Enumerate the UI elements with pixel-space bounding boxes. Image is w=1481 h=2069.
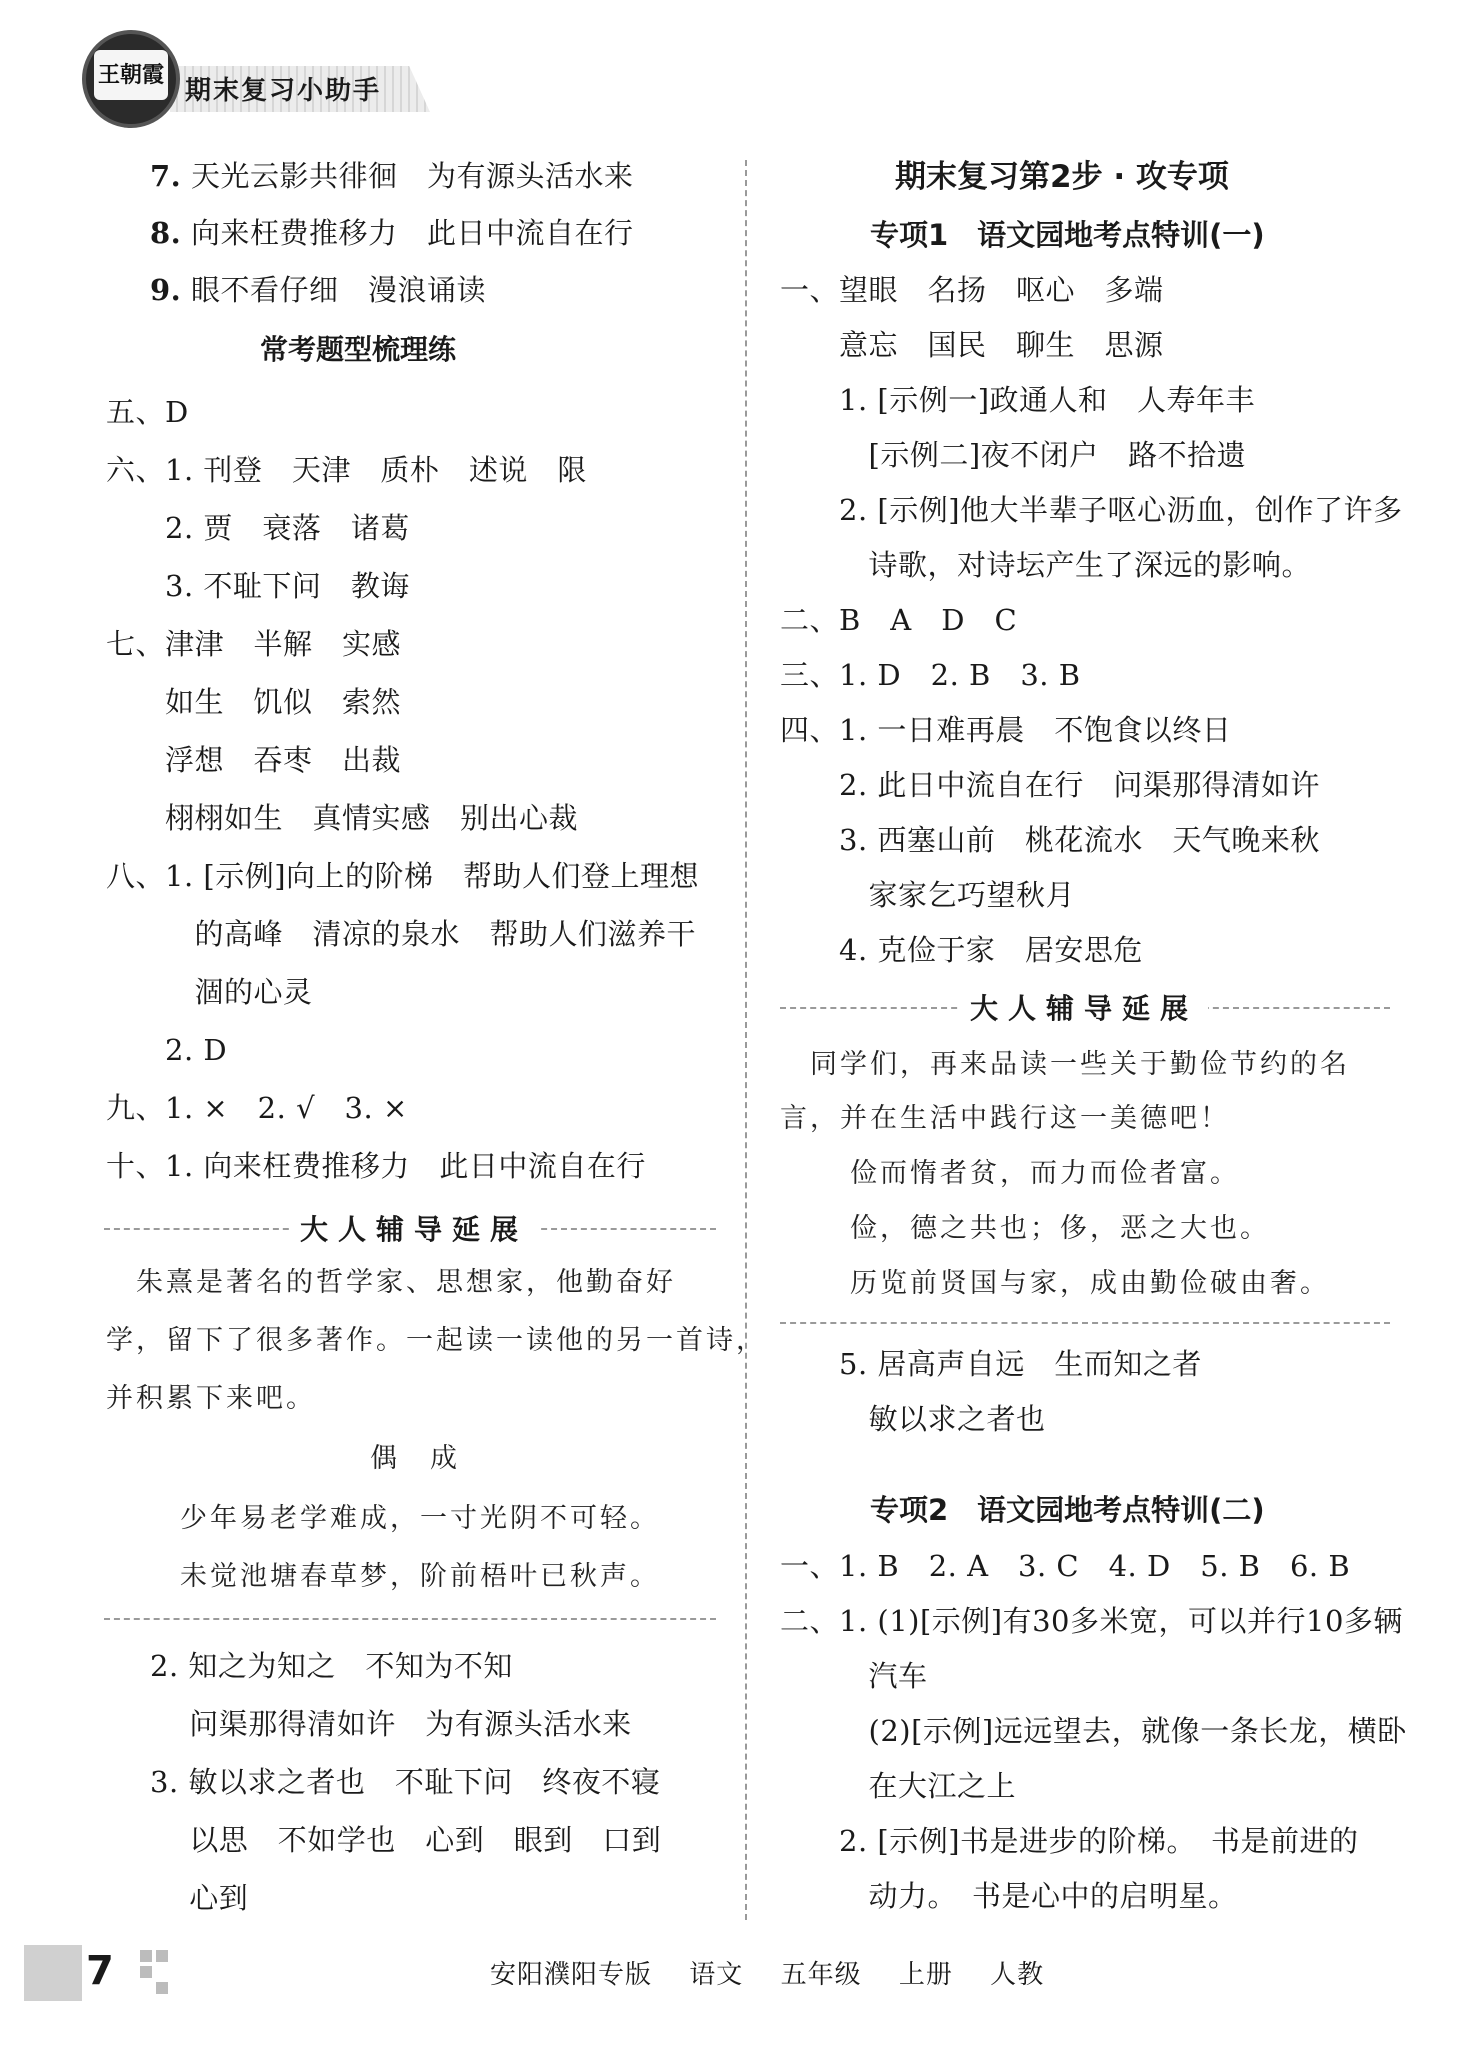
poem-line: 未觉池塘春草梦，阶前梧叶已秋声。 (180, 1561, 660, 1592)
answer-line: 2. 贾 衰落 诸葛 (106, 511, 410, 545)
footer-publisher: 人教 (990, 1960, 1045, 1990)
footer-subject: 语文 (689, 1960, 744, 1990)
answer-line: 7. 天光云影共徘徊 为有源头活水来 (150, 159, 634, 193)
answer-line: 二、1. (1)[示例]有30多米宽，可以并行10多辆 (780, 1604, 1403, 1638)
answer-line: 2. [示例]书是进步的阶梯。 书是前进的 (780, 1824, 1359, 1858)
answer-line: [示例二]夜不闭户 路不拾遗 (780, 438, 1247, 472)
answer-line: 三、1. D 2. B 3. B (780, 658, 1081, 692)
answer-line: 2. 此日中流自在行 问渠那得清如许 (780, 768, 1320, 802)
answer-line: 8. 向来枉费推移力 此日中流自在行 (150, 216, 634, 250)
answer-line: 动力。 书是心中的启明星。 (780, 1879, 1238, 1913)
answer-line: 汽车 (780, 1659, 928, 1693)
extension-text: 同学们，再来品读一些关于勤俭节约的名 (780, 1049, 1350, 1080)
answer-line: 在大江之上 (780, 1769, 1017, 1803)
answer-line: 六、1. 刊登 天津 质朴 述说 限 (106, 453, 587, 487)
extension-title: 大人辅导延展 (960, 987, 1208, 1027)
answer-line: 的高峰 清凉的泉水 帮助人们滋养干 (106, 917, 697, 951)
extension-text: 历览前贤国与家，成由勤俭破由奢。 (820, 1268, 1330, 1299)
footer-decoration (156, 1950, 168, 1962)
answer-line: 2. [示例]他大半辈子呕心沥血，创作了许多 (780, 493, 1403, 527)
subsection-heading: 专项1 语文园地考点特训(一) (870, 218, 1265, 252)
extension-divider-bottom (104, 1618, 716, 1620)
answer-line: 3. 西塞山前 桃花流水 天气晚来秋 (780, 823, 1320, 857)
footer-decoration (140, 1950, 152, 1962)
extension-title: 大人辅导延展 (290, 1208, 538, 1248)
answer-line: 一、望眼 名扬 呕心 多端 (780, 273, 1164, 307)
footer-volume: 上册 (898, 1960, 953, 1990)
answer-line: 诗歌，对诗坛产生了深远的影响。 (780, 548, 1312, 582)
answer-line: 3. 不耻下问 教诲 (106, 569, 410, 603)
answer-line: 2. D (106, 1033, 228, 1067)
poem-title: 偶 成 (370, 1443, 460, 1474)
answer-line: 意忘 国民 聊生 思源 (780, 328, 1164, 362)
extension-text: 言，并在生活中践行这一美德吧！ (780, 1103, 1230, 1134)
answer-line: 五、D (106, 395, 189, 429)
extension-divider-bottom (780, 1322, 1390, 1324)
section-heading: 常考题型梳理练 (260, 333, 457, 366)
answer-line: 如生 饥似 索然 (106, 685, 402, 719)
answer-line: 4. 克俭于家 居安思危 (780, 933, 1143, 967)
answer-line: (2)[示例]远远望去，就像一条长龙，横卧 (780, 1714, 1407, 1748)
answer-line: 1. [示例一]政通人和 人寿年丰 (780, 383, 1256, 417)
answer-line: 七、津津 半解 实感 (106, 627, 402, 661)
answer-line: 八、1. [示例]向上的阶梯 帮助人们登上理想 (106, 859, 700, 893)
footer-decoration (156, 1982, 168, 1994)
header-title: 期末复习小助手 (185, 76, 382, 106)
footer-info (490, 1954, 1072, 1991)
column-divider (745, 160, 747, 1920)
footer-grade: 五年级 (780, 1960, 862, 1990)
footer-decoration (140, 1966, 152, 1978)
answer-line: 四、1. 一日难再晨 不饱食以终日 (780, 713, 1232, 747)
answer-line: 涸的心灵 (106, 975, 313, 1009)
extension-text: 学，留下了很多著作。一起读一读他的另一首诗， (106, 1325, 766, 1356)
answer-line: 敏以求之者也 (780, 1402, 1046, 1436)
page-number: 7 (86, 1948, 114, 1994)
extension-text: 俭而惰者贫，而力而俭者富。 (820, 1158, 1240, 1189)
answer-line: 一、1. B 2. A 3. C 4. D 5. B 6. B (780, 1549, 1351, 1583)
answer-line: 9. 眼不看仔细 漫浪诵读 (150, 273, 487, 307)
answer-line: 九、1. × 2. √ 3. × (106, 1091, 408, 1125)
answer-line: 浮想 吞枣 出裁 (106, 743, 402, 777)
answer-line: 2. 知之为知之 不知为不知 (150, 1649, 513, 1683)
answer-line: 二、B A D C (780, 603, 1018, 637)
answer-line: 3. 敏以求之者也 不耻下问 终夜不寝 (150, 1765, 661, 1799)
answer-line: 以思 不如学也 心到 眼到 口到 (150, 1823, 662, 1857)
footer-decoration (24, 1945, 82, 2001)
answer-line: 十、1. 向来枉费推移力 此日中流自在行 (106, 1149, 646, 1183)
answer-line: 问渠那得清如许 为有源头活水来 (150, 1707, 632, 1741)
answer-line: 5. 居高声自远 生而知之者 (780, 1347, 1202, 1381)
footer-edition: 安阳濮阳专版 (490, 1960, 653, 1990)
answer-line: 栩栩如生 真情实感 别出心裁 (106, 801, 579, 835)
subsection-heading: 专项2 语文园地考点特训(二) (870, 1493, 1265, 1527)
answer-line: 家家乞巧望秋月 (780, 878, 1076, 912)
extension-text: 并积累下来吧。 (106, 1383, 316, 1414)
poem-line: 少年易老学难成，一寸光阴不可轻。 (180, 1503, 660, 1534)
extension-text: 朱熹是著名的哲学家、思想家，他勤奋好 (106, 1267, 676, 1298)
brand-logo-text: 王朝霞 (94, 50, 168, 100)
main-heading: 期末复习第2步 · 攻专项 (895, 159, 1229, 195)
extension-text: 俭，德之共也；侈，恶之大也。 (820, 1213, 1270, 1244)
answer-line: 心到 (150, 1881, 249, 1915)
